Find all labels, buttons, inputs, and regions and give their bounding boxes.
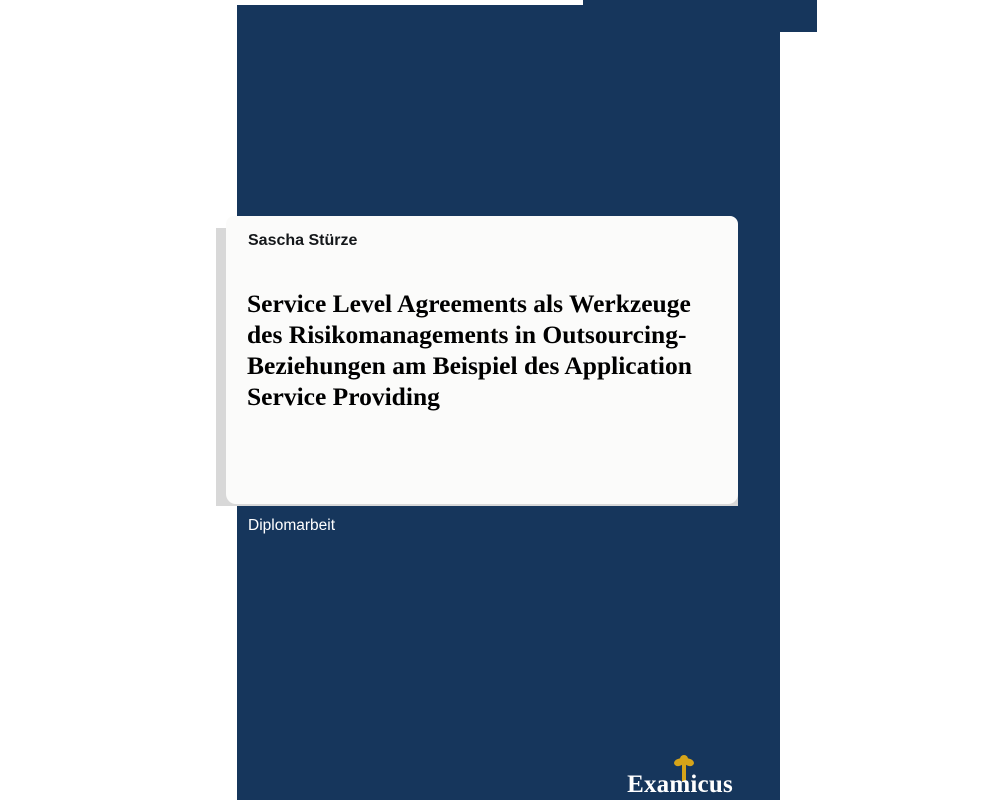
- publisher-logo: [600, 755, 760, 800]
- author-name: Sascha Stürze: [248, 232, 358, 249]
- title-card: [226, 216, 738, 504]
- book-title: Service Level Agreements als Werkzeuge des Risikomanagements in Outsourcing-Beziehungen am Beispiel des Application Service Providing: [247, 289, 692, 411]
- document-type-label: Diplomarbeit: [248, 517, 336, 534]
- publisher-name: Examicus: [627, 771, 733, 798]
- torch-flame: [680, 755, 688, 763]
